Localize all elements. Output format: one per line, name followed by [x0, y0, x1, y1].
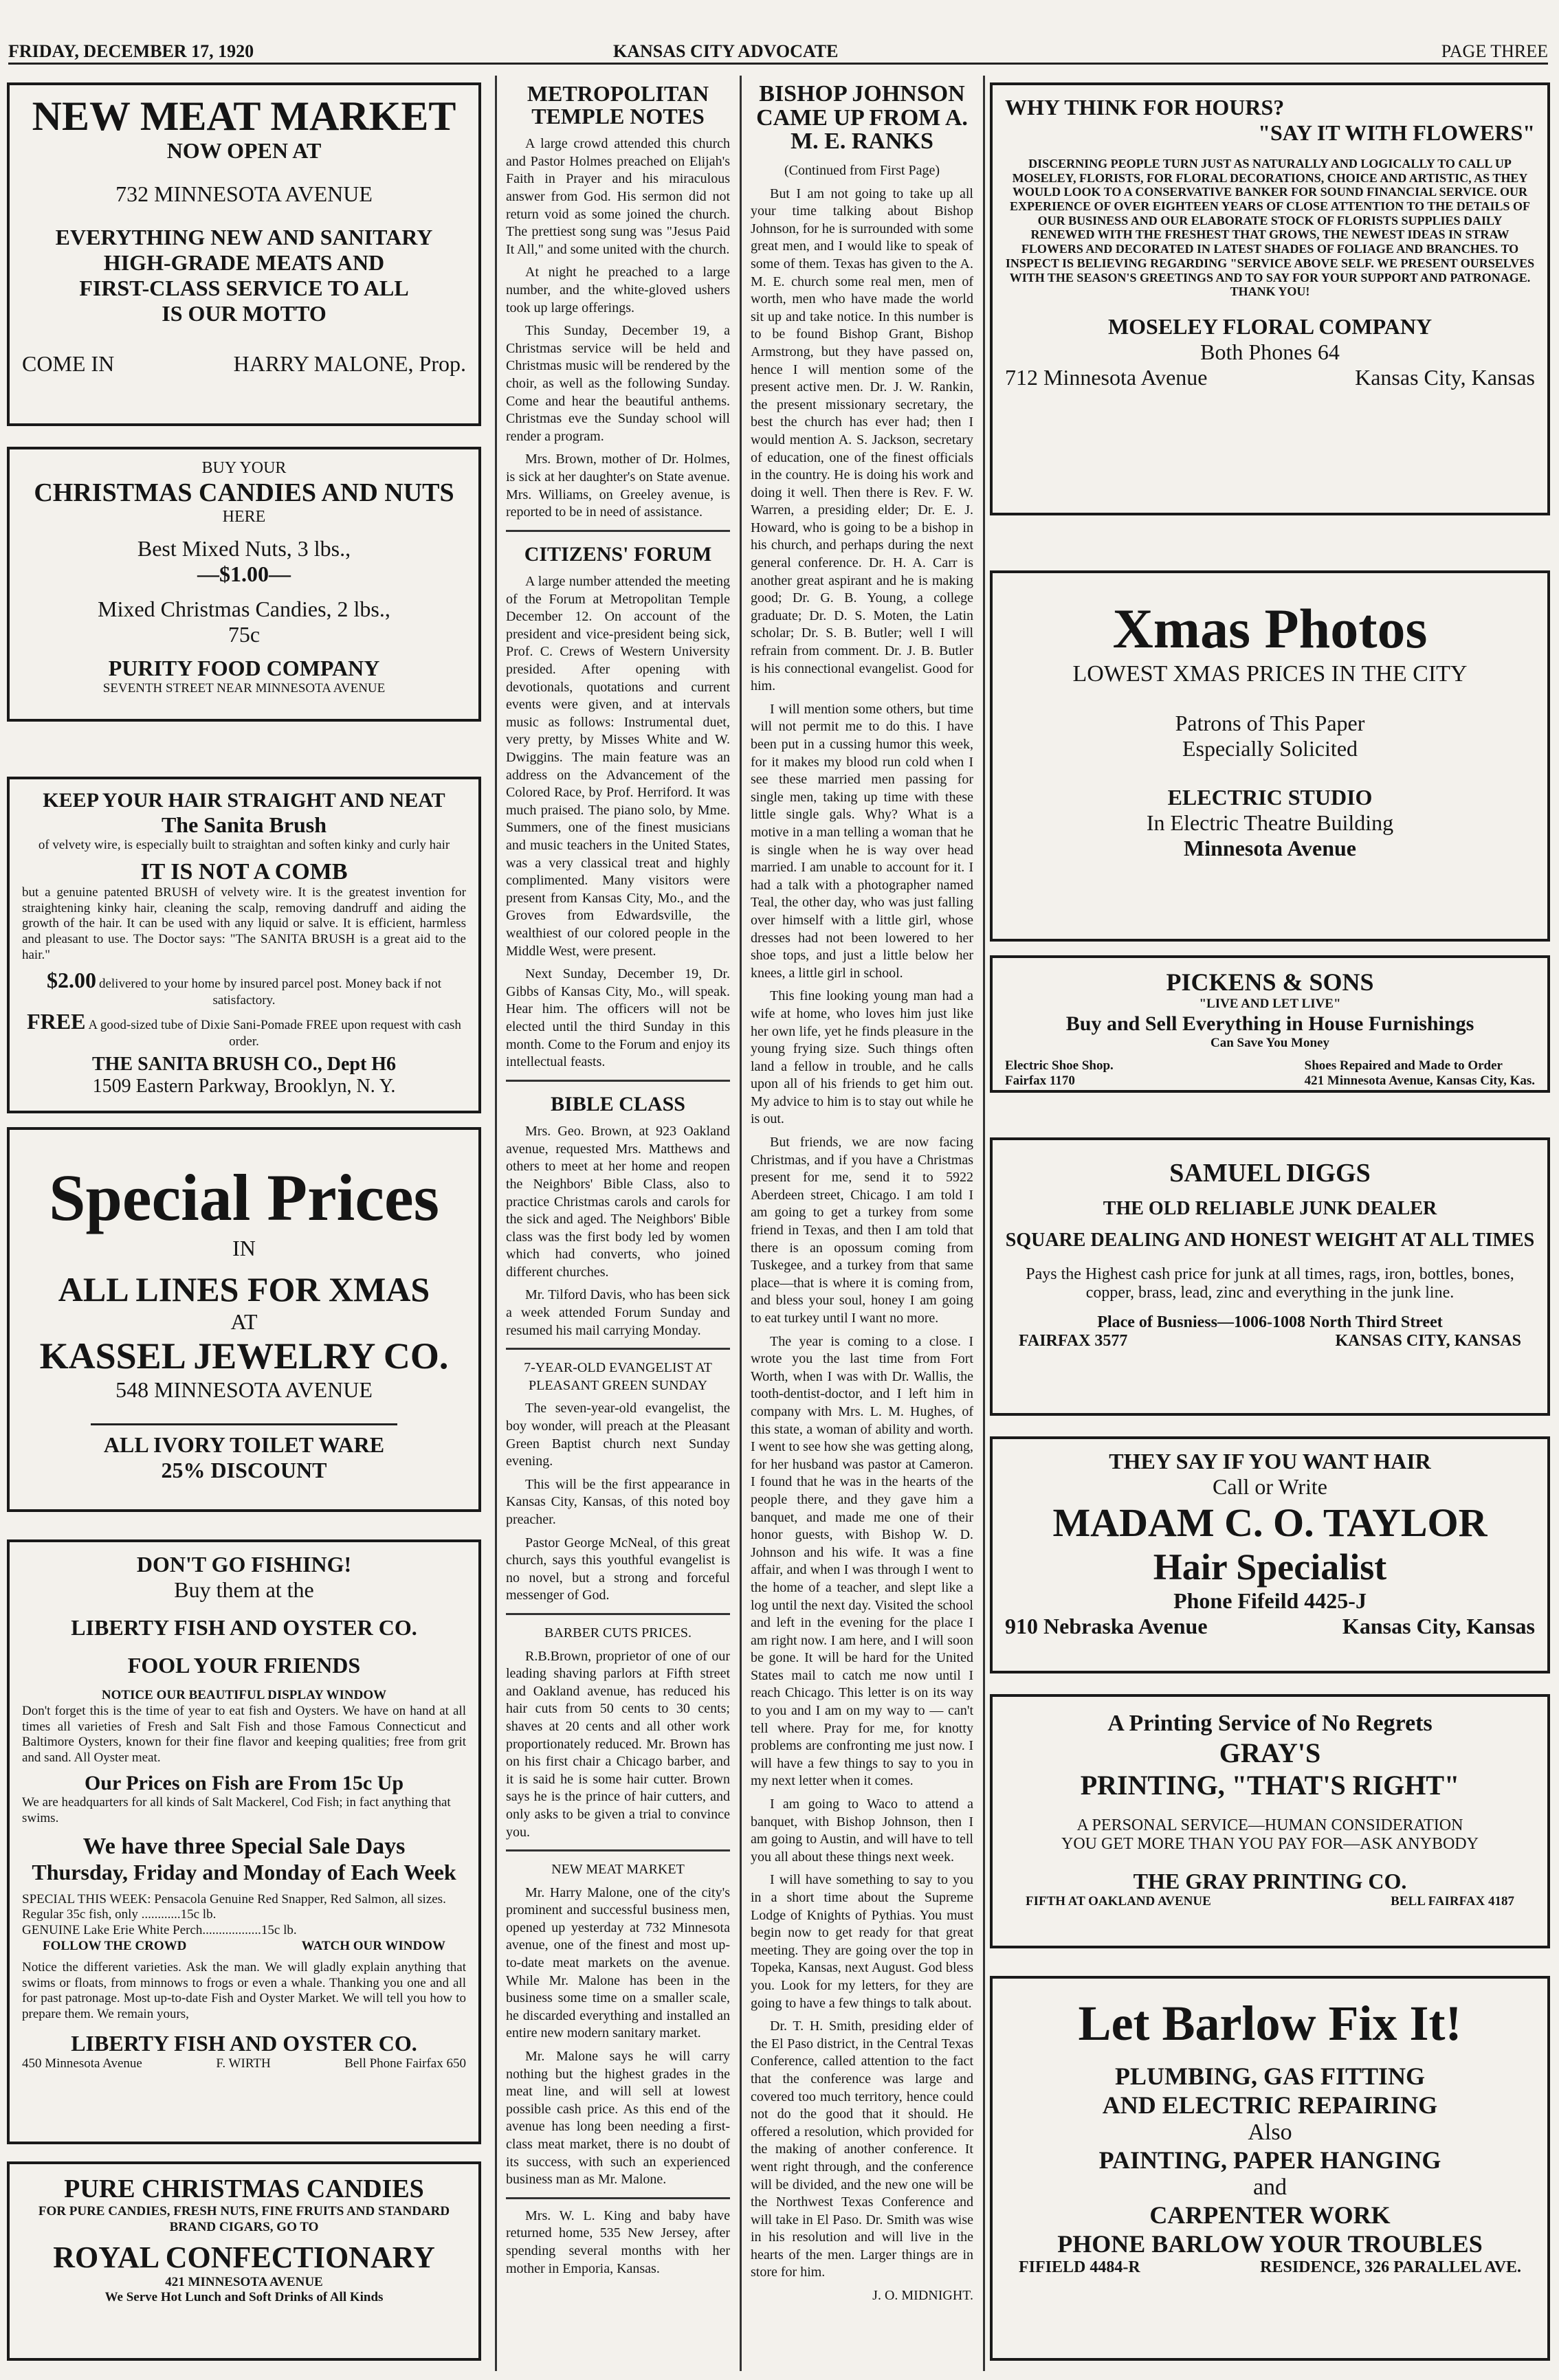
ad-line: PLUMBING, GAS FITTING	[1114, 2062, 1426, 2090]
ad-line: FIRST-CLASS SERVICE TO ALL	[79, 276, 409, 300]
ad-madam-taylor	[990, 1436, 1550, 1673]
ad-line: BUY YOUR	[201, 459, 287, 477]
paragraph: Mr. Harry Malone, one of the city's prominent and successful business men, opened up yesterday at 732 Minnesota avenue, one of the finest and most up-to-date meat markets on the avenue. While Mr. Malone has been in the business some time on a smaller scale, he discarded everything and installed an entire new modern sanitary market.	[506, 1884, 730, 2041]
ad-company: ROYAL CONFECTIONARY	[53, 2240, 435, 2274]
headline-bishop-johnson: BISHOP JOHNSON CAME UP FROM A. M. E. RANKS	[756, 81, 968, 155]
section-divider	[506, 530, 730, 532]
ad-phone: FAIRFAX 3577	[1019, 1332, 1128, 1350]
ad-name: MADAM C. O. TAYLOR	[1052, 1500, 1488, 1545]
ad-price: 75c	[228, 622, 261, 647]
ad-title: KEEP YOUR HAIR STRAIGHT AND NEAT	[43, 789, 445, 812]
ad-address: RESIDENCE, 326 PARALLEL AVE.	[1260, 2258, 1521, 2276]
ad-text: DISCERNING PEOPLE TURN JUST AS NATURALLY AND LOGICALLY TO CALL UP MOSELEY, FLORISTS, FOR FLORAL DECORATIONS, CHOICE AND ARTISTIC, AS THEY WOULD LOOK TO A CONSERVATIVE BANKER FOR SOUND FINANCIAL SERVICE. OUR EXPERIENCE OF OVER EIGHTEEN YEARS OF CLOSE ATTENTION TO THE DETAILS OF OUR BUSINESS AND OUR ELABORATE STOCK OF FLORISTS SUPPLIES DAILY RENEWED WITH THE FRESHEST THAT GROWS, THE NEWEST IDEAS IN STRAW FLOWERS AND DECORATED IN LATEST SHADES OF FOLIAGE AND BRANCHES. TO INSPECT IS BELIEVING REGARDING "SERVICE ABOVE SELF. WE PRESENT OURSELVES WITH THE SEASON'S GREETINGS AND TO SAY FOR YOUR SUPPORT AND PATRONAGE. THANK YOU!	[1005, 157, 1535, 299]
paragraph: Mrs. Brown, mother of Dr. Holmes, is sick at her daughter's on State avenue. Mrs. Williams, on Greeley avenue, is reported to be in need of assistance.	[506, 452, 730, 520]
ad-line: Also	[1248, 2120, 1292, 2145]
ad-kassel-jewelry	[7, 1127, 481, 1512]
column-church-news	[499, 77, 737, 2362]
ad-purity-food	[7, 447, 481, 722]
ad-text: FOLLOW THE CROWD	[43, 1938, 187, 1953]
paragraph: This Sunday, December 19, a Christmas service will be held and Christmas music will be rendered by the choir, as well as the following Sunday. Come and hear the beautiful anthems. Christmas eve the Sunday school will render a program.	[506, 323, 730, 444]
ad-address: 421 Minnesota Avenue, Kansas City, Kas.	[1304, 1074, 1535, 1089]
headline-bible-class: BIBLE CLASS	[551, 1092, 685, 1115]
ad-headline: ALL LINES FOR XMAS	[58, 1270, 430, 1309]
ad-moseley-florists	[990, 82, 1550, 515]
signature: J. O. MIDNIGHT.	[872, 2288, 973, 2304]
paper-name: KANSAS CITY ADVOCATE	[613, 41, 839, 61]
paragraph: Mr. Malone says he will carry nothing but the highest grades in the meat line, and will sell at lowest possible cash price. As this end of the avenue has long been needing a first-class meat market, there is no doubt of its success, with such an experienced business man as Mr. Malone.	[506, 2049, 730, 2188]
ad-motto: "LIVE AND LET LIVE"	[1199, 997, 1341, 1011]
paragraph: The seven-year-old evangelist, the boy wonder, will preach at the Pleasant Green Baptist church next Sunday evening.	[506, 1401, 730, 1469]
ad-address: 548 MINNESOTA AVENUE	[115, 1377, 373, 1403]
ad-company: THE GRAY PRINTING CO.	[1133, 1869, 1407, 1893]
ad-city: KANSAS CITY, KANSAS	[1335, 1332, 1521, 1350]
ad-line: PAINTING, PAPER HANGING	[1098, 2146, 1441, 2174]
paragraph: A large number attended the meeting of the Forum at Metropolitan Temple December 12. On account of the president and vice-president being sick, Prof. C. Crews of Western University presided. After opening with devotionals, quotations and current events were given, and at intervals music as follows: Instrumental duet, very pretty, by Misses White and W. Dwiggins. The main feature was an address on the Advancement of the Colored Race, by Prof. Herriford. It was much praised. The piano solo, by Mme. Summers, one of the finest musicians and music teachers in the United States, was a very classical treat and highly complimented. Many visitors were present from Kansas City, Mo., and the Groves from Edwardsville, the wealthiest of our colored people in the Middle West, were present.	[506, 574, 730, 959]
ad-address: 712 Minnesota Avenue	[1005, 364, 1208, 390]
ad-line: HIGH-GRADE MEATS AND	[103, 250, 385, 275]
ad-text: We Serve Hot Lunch and Soft Drinks of All Kinds	[104, 2290, 384, 2305]
ad-title: PURE CHRISTMAS CANDIES	[64, 2175, 424, 2203]
ad-text: A PERSONAL SERVICE—HUMAN CONSIDERATION	[1076, 1816, 1463, 1834]
paragraph: Mr. Tilford Davis, who has been sick a week attended Forum Sunday and resumed his mail carrying Monday.	[506, 1287, 730, 1338]
ad-text: delivered to your home by insured parcel post. Money back if not satisfactory.	[98, 976, 442, 1008]
ad-price: $2.00	[46, 967, 96, 992]
ad-pickens-sons	[990, 955, 1550, 1093]
ad-text: A good-sized tube of Dixie Sani-Pomade FREE upon request with cash order.	[88, 1017, 461, 1049]
ad-company: THE SANITA BRUSH CO., Dept H6	[91, 1054, 397, 1076]
ad-proprietor: F. WIRTH	[216, 2056, 271, 2071]
ad-headline: Thursday, Friday and Monday of Each Week	[32, 1859, 456, 1884]
section-divider	[506, 1849, 730, 1851]
ad-gray-printing	[990, 1694, 1550, 1948]
ad-title: SAMUEL DIGGS	[1169, 1159, 1371, 1188]
ad-subhead: NOTICE OUR BEAUTIFUL DISPLAY WINDOW	[101, 1688, 387, 1702]
headline-citizens-forum: CITIZENS' FORUM	[524, 542, 712, 566]
ad-address: 732 MINNESOTA AVENUE	[115, 181, 373, 206]
ad-headline: Our Prices on Fish are From 15c Up	[84, 1771, 404, 1794]
ad-company: GRAY'S	[1219, 1737, 1321, 1768]
ad-headline: SQUARE DEALING AND HONEST WEIGHT AT ALL TIMES	[1005, 1230, 1535, 1251]
column-rule	[495, 76, 497, 2371]
ad-title: Special Prices	[49, 1161, 439, 1234]
ad-free-label: FREE	[27, 1008, 86, 1034]
ad-text: We are headquarters for all kinds of Salt Mackerel, Cod Fish; in fact anything that swims.	[22, 1794, 451, 1825]
ad-address: FIFTH AT OAKLAND AVENUE	[1026, 1894, 1211, 1909]
ad-phone: FIFIELD 4484-R	[1019, 2258, 1140, 2276]
ad-barlow	[990, 1976, 1550, 2361]
ad-line: Call or Write	[1213, 1474, 1327, 1499]
ad-address: 1509 Eastern Parkway, Brooklyn, N. Y.	[92, 1076, 396, 1098]
ad-company: LIBERTY FISH AND OYSTER CO.	[71, 1615, 417, 1640]
ad-text: GENUINE Lake Erie White Perch..................15c lb.	[22, 1923, 297, 1938]
ad-text: WATCH OUR WINDOW	[301, 1938, 445, 1953]
ad-item: Mixed Christmas Candies, 2 lbs.,	[98, 597, 390, 621]
ad-title: Let Barlow Fix It!	[1078, 1996, 1462, 2051]
ad-address: In Electric Theatre Building	[1146, 810, 1394, 835]
ad-text: Shoes Repaired and Made to Order	[1304, 1058, 1503, 1073]
ad-text: of velvety wire, is especially built to straightan and soften kinky and curly hair	[38, 838, 450, 852]
paragraph: Next Sunday, December 19, Dr. Gibbs of Kansas City, Mo., will speak. Hear him. The officers will not be elected until the third Sunday in this month. Come to the Forum and enjoy its intellectual feasts.	[506, 966, 730, 1070]
ad-offer: 25% DISCOUNT	[161, 1458, 327, 1483]
ad-headline: THEY SAY IF YOU WANT HAIR	[1109, 1449, 1431, 1473]
ad-phone: Both Phones 64	[1200, 339, 1340, 364]
column-rule	[740, 76, 742, 2371]
ad-royal-confectionary	[7, 2161, 481, 2361]
section-divider	[506, 1080, 730, 1082]
ad-title: CHRISTMAS CANDIES AND NUTS	[34, 478, 454, 507]
ad-line: and	[1252, 2175, 1287, 2200]
ad-title: PICKENS & SONS	[1166, 968, 1374, 996]
paragraph: Mrs. Geo. Brown, at 923 Oakland avenue, requested Mrs. Matthews and others to meet at her home and reopen the Neighbors' Bible Class, also to practice Christmas carols and carols for the sick and aged. The Neighbors' Bible class was the first body led by women which had converts, who joined different churches.	[506, 1124, 730, 1280]
ad-offer: ALL IVORY TOILET WARE	[103, 1432, 385, 1458]
paragraph: R.B.Brown, proprietor of one of our leading shaving parlors at Fifth street and Oakland avenue, has reduced his hair cuts from 50 cents to 30 cents; shaves at 20 cents and all other work proportionately reduced. Mr. Brown has on his first chair a Chicago barber, and it is said he is some hair cutter. Brown says he is the prince of hair cutters, and only asks to be given a trial to convince you.	[506, 1648, 730, 1840]
ad-headline: DON'T GO FISHING!	[136, 1552, 352, 1577]
ad-address: 910 Nebraska Avenue	[1005, 1614, 1208, 1638]
ad-headline: PRINTING, "THAT'S RIGHT"	[1080, 1770, 1460, 1801]
paragraph: A large crowd attended this church and Pastor Holmes preached on Elijah's Faith in Prayer and his miraculous answer from God. His sermon did not return void as some joined the church. The prettiest song sung was "Jesus Paid It All," and some united with the church.	[506, 136, 730, 257]
ad-company: LIBERTY FISH AND OYSTER CO.	[71, 2030, 417, 2056]
ad-text: Don't forget this is the time of year to eat fish and Oysters. We have on hand at all times all varieties of Fresh and Salt Fish and those Famous Connecticut and Baltimore Oysters, known for their fine flavor and keeping qualities; free from grit and sand. All Oyster meat.	[22, 1703, 466, 1766]
ad-headline: "SAY IT WITH FLOWERS"	[1258, 120, 1535, 145]
ad-item: Best Mixed Nuts, 3 lbs.,	[137, 536, 351, 561]
ad-headline: We have three Special Sale Days	[82, 1833, 406, 1859]
ad-address: SEVENTH STREET NEAR MINNESOTA AVENUE	[102, 681, 386, 696]
ad-text: FOR PURE CANDIES, FRESH NUTS, FINE FRUITS AND STANDARD BRAND CIGARS, GO TO	[38, 2204, 450, 2234]
ad-company: PURITY FOOD COMPANY	[108, 656, 380, 680]
paragraph: This fine looking young man had a wife at home, who loves him just like her own life, yet he finds pleasure in the young frying size. Such things often land a fellow in trouble, and he calls upon all of his friends to get him out. My advice to him is to stay out while he is out.	[751, 988, 973, 1127]
ad-text: Pays the Highest cash price for junk at all times, rags, iron, bottles, bones, copper, brass, lead, zinc and everything in the junk line.	[1026, 1265, 1514, 1302]
ad-footer-right: HARRY MALONE, Prop.	[233, 351, 466, 376]
ad-line: Patrons of This Paper	[1175, 711, 1365, 735]
section-divider	[506, 2197, 730, 2199]
ad-headline: IT IS NOT A COMB	[140, 858, 348, 885]
paragraph: This will be the first appearance in Kansas City, Kansas, of this noted boy preacher.	[506, 1476, 730, 1527]
section-divider	[506, 1348, 730, 1350]
ad-title: NEW MEAT MARKET	[32, 93, 456, 139]
paragraph: But I am not going to take up all your time talking about Bishop Johnson, for he is surrounded with some great men, and I would like to speak of some of them. Texas has given to the A. M. E. church some real men, men of worth, men who have made the world sit up and take notice. In this number is to be found Bishop Grant, Bishop Armstrong, but they have passed on, hence I will mention some of the present active men. Dr. J. W. Rankin, the present missionary secretary, the best the church has ever had; then I would mention A. S. Jackson, secretary of education, one of the finest officials in the country. He is doing his work and doing it well. Then there is Rev. F. W. Warren, a presiding elder; Dr. E. J. Howard, who is going to be a bishop in his church, and perhaps during the next general conference. Dr. H. A. Carr is another great aspirant and he is making good; Dr. G. B. Young, a college graduate; Dr. D. S. Moten, the Latin scholar; Dr. S. B. Butler; well I will refrain from comment. Dr. J. B. Butler is his connectional evangelist. Good for him.	[751, 186, 973, 694]
ad-line: Especially Solicited	[1182, 736, 1358, 761]
ad-headline: WHY THINK FOR HOURS?	[1005, 95, 1285, 120]
ad-text: Electric Shoe Shop.	[1005, 1058, 1114, 1073]
ad-subtitle: THE OLD RELIABLE JUNK DEALER	[1103, 1198, 1437, 1219]
ad-line: EVERYTHING NEW AND SANITARY	[55, 225, 433, 249]
ad-samuel-diggs	[990, 1137, 1550, 1416]
headline-meat-market: NEW MEAT MARKET	[551, 1862, 685, 1878]
ad-text: SPECIAL THIS WEEK: Pensacola Genuine Red Snapper, Red Salmon, all sizes. Regular 35c fish, only ............15c lb.	[22, 1891, 446, 1922]
column-rule	[983, 76, 985, 2371]
paragraph: Dr. T. H. Smith, presiding elder of the El Paso district, in the Central Texas Conference, called attention to the fact that the conference was large and covered too much territory, hence could not do the good that it should. He offered a resolution, which provided for the making of another conference. It went right through, and the conference will be divided, and the new one will be the Northwest Texas Conference and will take in El Paso. Dr. Smith was wise in his resolution and will live in the hearts of the men. Larger things are in store for him.	[751, 2018, 973, 2280]
ad-line: AT	[230, 1309, 258, 1335]
ad-city: Kansas City, Kansas	[1342, 1614, 1535, 1638]
ad-line: CARPENTER WORK	[1149, 2201, 1391, 2229]
ad-address: Place of Busniess—1006-1008 North Third Street	[1097, 1313, 1443, 1331]
ad-title: Xmas Photos	[1112, 597, 1428, 660]
paragraph: Mrs. W. L. King and baby have returned home, 535 New Jersey, after spending several months with her mother in Emporia, Kansas.	[506, 2207, 730, 2276]
ad-line: HERE	[222, 508, 266, 526]
paragraph: I will have something to say to you in a short time about the Supreme Lodge of Knights of Pythias. You must begin now to get ready for that great meeting. They are going over the top in Topeka, Kansas, next August. God bless you. Look for my letters, for they are going to have a few things to talk about.	[751, 1872, 973, 2011]
ad-line: Buy them at the	[174, 1577, 314, 1602]
ad-address: 421 MINNESOTA AVENUE	[165, 2274, 323, 2289]
ad-product: The Sanita Brush	[161, 812, 327, 837]
ad-phone: Phone Fifeild 4425-J	[1173, 1588, 1367, 1613]
ad-address: 450 Minnesota Avenue	[22, 2056, 142, 2071]
ad-company: ELECTRIC STUDIO	[1167, 785, 1373, 810]
masthead	[8, 41, 1548, 65]
page-number: PAGE THREE	[1441, 41, 1548, 61]
ad-footer-left: COME IN	[22, 351, 115, 376]
ad-line: Can Save You Money	[1210, 1035, 1329, 1050]
ad-subtitle: LOWEST XMAS PRICES IN THE CITY	[1072, 661, 1468, 687]
ad-title: Hair Specialist	[1153, 1546, 1387, 1588]
ad-line: IN	[232, 1236, 256, 1261]
ad-headline: Buy and Sell Everything in House Furnishings	[1065, 1012, 1474, 1035]
ad-headline: FOOL YOUR FRIENDS	[127, 1653, 361, 1678]
headline-evangelist: 7-YEAR-OLD EVANGELIST AT PLEASANT GREEN SUNDAY	[524, 1360, 712, 1393]
paragraph: I will mention some others, but time will not permit me to do this. I have been put in a cussing humor this week, for it makes my blood run cold when I see these married men passing for single men, taking up time with these little single gals. Why? What is a motive in a man telling a woman that he is single when he is way over head married. I am unable to account for it. I had a talk with a photographer named Teal, the other day, who was just falling over himself with a little girl, whose dresses had not been lowered to her shoe tops, and just a little below her knees, a little girl in school.	[751, 701, 973, 981]
ad-subtitle: NOW OPEN AT	[166, 138, 322, 163]
paragraph: The year is coming to a close. I wrote you the last time from Fort Worth, when I was with Dr. Wallis, the tooth-dentist-doctor, and I left him in company with Mrs. L. M. Hughes, of this state, a woman of ability and worth. I went to see how she was getting along, for her husband was pastor at Cameron. I found that he was in the hearts of the people there, and they gave him a banquet, and made me one of their honor guests, with Bishop W. D. Johnson and his wife. It was a fine affair, and when I was through I went to the home of a teacher, and slept like a log until the next day. Visited the school and left in the evening for the place I am right now. I am here, and I will soon be gone. It will be hard for the United States mail to catch me now until I reach Chicago. This letter is on its way to you and I am on my way to — can't tell where. Pray for me, for knotty problems are confronting me just now. I will have a few things to say to you in my next letter when it comes.	[751, 1333, 973, 1789]
ad-sanita-brush	[7, 777, 481, 1113]
ad-new-meat-market	[7, 82, 481, 426]
column-bishop-johnson	[744, 77, 980, 2362]
issue-date: FRIDAY, DECEMBER 17, 1920	[8, 41, 254, 61]
ad-company: KASSEL JEWELRY CO.	[39, 1335, 449, 1377]
ad-line: AND ELECTRIC REPAIRING	[1102, 2091, 1438, 2119]
headline-barber: BARBER CUTS PRICES.	[544, 1625, 692, 1641]
ad-line: IS OUR MOTTO	[162, 301, 327, 326]
ad-city: Kansas City, Kansas	[1355, 364, 1535, 390]
ad-text: Notice the different varieties. Ask the man. We will gladly explain anything that swims or floats, from minnows to frogs or even a whale. Thanking you one and all for past patronage. Most up-to-date Fish and Oyster Market. We will tell you how to prepare them. We remain yours,	[22, 1959, 466, 2022]
ad-text: YOU GET MORE THAN YOU PAY FOR—ASK ANYBODY	[1061, 1835, 1479, 1853]
ad-electric-studio	[990, 570, 1550, 942]
ad-price: —$1.00—	[197, 561, 291, 586]
ad-company: MOSELEY FLORAL COMPANY	[1107, 313, 1433, 339]
paragraph: At night he preached to a large number, and the white-gloved ushers took up large offerings.	[506, 265, 730, 315]
ad-headline: PHONE BARLOW YOUR TROUBLES	[1057, 2230, 1483, 2258]
ad-headline: A Printing Service of No Regrets	[1107, 1711, 1433, 1736]
ad-text: but a genuine patented BRUSH of velvety wire. It is the greatest invention for straightening kinky hair, cleaning the scalp, removing dandruff and aiding the growth of the hair. It can be used with any liquid or salve. It is efficient, harmless and pleasant to use. The Doctor says: "The SANITA BRUSH is a great aid to the hair."	[22, 885, 466, 962]
paragraph: Pastor George McNeal, of this great church, says this youthful evangelist is no novel, but a strong and forceful messenger of God.	[506, 1535, 730, 1603]
ad-phone: BELL FAIRFAX 4187	[1391, 1894, 1514, 1909]
ad-phone: Fairfax 1170	[1005, 1074, 1075, 1089]
ad-liberty-fish	[7, 1539, 481, 2144]
ad-phone: Bell Phone Fairfax 650	[344, 2056, 466, 2071]
paragraph: But friends, we are now facing Christmas, and if you have a Christmas present for me, send it to 5922 Aberdeen street, Chicago. I am told I am going to get a turkey from some friend in Texas, and then I am told that there is an opossum coming from Tuskegee, and a turkey from that same place—that is where it is coming from, and bless your soul, honey I am going to eat turkey until I want no more.	[751, 1135, 973, 1326]
paragraph: I am going to Waco to attend a banquet, with Bishop Johnson, then I am going to Austin, and will have to tell you all about these things next week.	[751, 1797, 973, 1865]
continued-note: (Continued from First Page)	[784, 163, 940, 179]
ad-address: Minnesota Avenue	[1184, 836, 1356, 860]
headline-temple-notes: METROPOLITAN TEMPLE NOTES	[527, 81, 709, 129]
section-divider	[506, 1613, 730, 1615]
